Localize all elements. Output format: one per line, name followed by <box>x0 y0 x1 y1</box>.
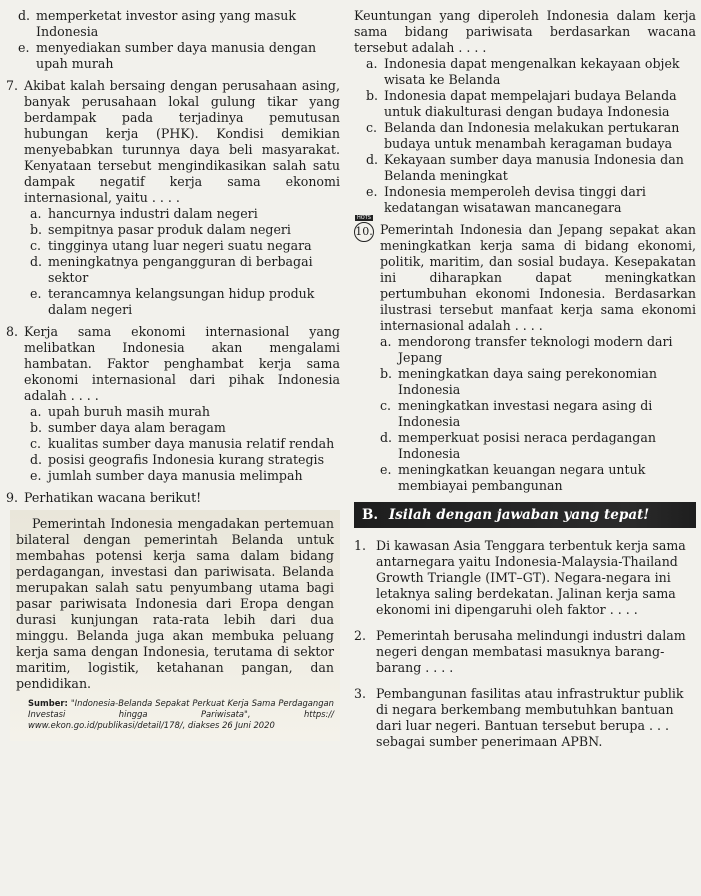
question-stem: Pemerintah Indonesia dan Jepang sepakat akan meningkatkan kerja sama di bidang ekonomi, politik, maritim, dan sosial budaya. Kesepakatan ini diharapkan dapat meningkatkan pertumbuhan ekonomi Indonesia. Berdasarkan ilustrasi tersebut manfaat kerja sama ekonomi internasional adalah . . . . <box>380 222 696 333</box>
option-letter: a. <box>366 56 378 71</box>
q7-option-e[interactable] <box>30 286 340 318</box>
q8-option-c[interactable] <box>30 436 340 452</box>
q9-options <box>366 56 696 216</box>
option-letter: d. <box>366 152 379 167</box>
section-b-header <box>354 502 696 528</box>
question-stem: Keuntungan yang diperoleh Indonesia dalam kerja sama bidang pariwisata berdasarkan wacana tersebut adalah . . . . <box>354 8 696 55</box>
question-9-continuation <box>354 8 696 216</box>
option-text: memperketat investor asing yang masuk Indonesia <box>36 8 297 39</box>
essay-question-2 <box>354 628 696 676</box>
q10-options <box>380 334 696 494</box>
q6-option-e[interactable] <box>18 40 340 72</box>
q7-option-c[interactable] <box>30 238 340 254</box>
q10-option-d[interactable] <box>380 430 696 462</box>
question-number: 7. <box>6 78 19 93</box>
question-9 <box>6 490 340 741</box>
q7-option-a[interactable] <box>30 206 340 222</box>
option-text: upah buruh masih murah <box>48 404 210 419</box>
essay-question-3 <box>354 686 696 750</box>
option-letter: e. <box>30 468 42 483</box>
q6-options <box>18 8 340 72</box>
option-text: memperkuat posisi neraca perdagangan Indonesia <box>398 430 656 461</box>
q9-option-e[interactable] <box>366 184 696 216</box>
q8-option-d[interactable] <box>30 452 340 468</box>
option-letter: e. <box>30 286 42 301</box>
option-text: Indonesia dapat mengenalkan kekayaan objek wisata ke Belanda <box>384 56 680 87</box>
q7-option-d[interactable] <box>30 254 340 286</box>
q8-option-b[interactable] <box>30 420 340 436</box>
q10-option-c[interactable] <box>380 398 696 430</box>
option-text: Indonesia dapat mempelajari budaya Belanda untuk diakulturasi dengan budaya Indonesia <box>384 88 677 119</box>
section-title: Isilah dengan jawaban yang tepat! <box>388 507 650 523</box>
q10-option-e[interactable] <box>380 462 696 494</box>
option-letter: a. <box>30 206 42 221</box>
q8-option-a[interactable] <box>30 404 340 420</box>
option-letter: b. <box>380 366 393 381</box>
option-letter: e. <box>366 184 378 199</box>
section-letter: B. <box>362 507 379 523</box>
hots-label: HOTS <box>357 215 371 221</box>
q9-option-a[interactable] <box>366 56 696 88</box>
option-text: meningkatkan daya saing perekonomian Indonesia <box>398 366 658 397</box>
question-stem: Di kawasan Asia Tenggara terbentuk kerja sama antarnegara yaitu Indonesia-Malaysia-Thailand Growth Triangle (IMT–GT). Negara-negara ini letaknya saling berdekatan. Jalinan kerja sama ekonomi ini dipengaruhi oleh faktor . . . . <box>376 538 686 617</box>
option-letter: d. <box>30 452 43 467</box>
option-letter: a. <box>30 404 42 419</box>
option-letter: d. <box>380 430 393 445</box>
option-text: tingginya utang luar negeri suatu negara <box>48 238 312 253</box>
question-7 <box>6 78 340 318</box>
option-text: Belanda dan Indonesia melakukan pertukaran budaya untuk menambah keragaman budaya <box>384 120 680 151</box>
option-text: menyediakan sumber daya manusia dengan upah murah <box>36 40 317 71</box>
question-number: 8. <box>6 324 19 339</box>
right-column <box>354 8 696 750</box>
option-text: Indonesia memperoleh devisa tinggi dari kedatangan wisatawan mancanegara <box>384 184 646 215</box>
essay-question-1 <box>354 538 696 618</box>
q10-option-a[interactable] <box>380 334 696 366</box>
q7-option-b[interactable] <box>30 222 340 238</box>
option-text: jumlah sumber daya manusia melimpah <box>48 468 303 483</box>
option-letter: d. <box>18 8 31 23</box>
question-stem: Pembangunan fasilitas atau infrastruktur publik di negara berkembang membutuhkan bantuan dari luar negeri. Bantuan tersebut berupa . . . sebagai sumber penerimaan APBN. <box>376 686 684 749</box>
q10-option-b[interactable] <box>380 366 696 398</box>
question-stem: Kerja sama ekonomi internasional yang melibatkan Indonesia akan mengalami hambatan. Faktor penghambat kerja sama ekonomi internasional dari pihak Indonesia adalah . . . . <box>24 324 340 403</box>
source-text: "Indonesia-Belanda Sepakat Perkuat Kerja Sama Perdagangan Investasi hingga Pariwisata", https:// www.ekon.go.id/publikasi/detail/178/, diakses 26 Juni 2020 <box>28 698 334 730</box>
question-number: 1. <box>354 538 367 553</box>
option-text: meningkatkan investasi negara asing di Indonesia <box>398 398 653 429</box>
q9-option-b[interactable] <box>366 88 696 120</box>
option-text: meningkatnya pengangguran di berbagai sektor <box>48 254 313 285</box>
passage-text: Pemerintah Indonesia mengadakan pertemuan bilateral dengan pemerintah Belanda untuk membahas potensi kerja sama dalam bidang perdagangan, investasi dan pariwisata. Belanda merupakan salah satu penyumbang utama bagi pasar pariwisata Indonesia dari Eropa dengan durasi kunjungan rata-rata lebih dari dua minggu. Belanda juga akan membuka peluang kerja sama dengan Indonesia, terutama di sektor maritim, logistik, ketahanan pangan, dan pendidikan. <box>16 516 334 691</box>
q9-option-c[interactable] <box>366 120 696 152</box>
option-letter: b. <box>30 420 43 435</box>
source-label: Sumber: <box>28 698 68 708</box>
option-text: sempitnya pasar produk dalam negeri <box>48 222 291 237</box>
question-10 <box>354 215 696 494</box>
question-number: 3. <box>354 686 367 701</box>
question-stem: Akibat kalah bersaing dengan perusahaan asing, banyak perusahaan lokal gulung tikar yang berdampak pada terjadinya pemutusan hubungan kerja (PHK). Kondisi demikian menyebabkan turunnya daya beli masyarakat. Kenyataan tersebut mengindikasikan salah satu dampak negatif kerja sama ekonomi internasional, yaitu . . . . <box>24 78 340 205</box>
q9-option-d[interactable] <box>366 152 696 184</box>
option-letter: c. <box>30 238 42 253</box>
hots-badge <box>354 215 374 242</box>
option-letter: c. <box>366 120 378 135</box>
option-letter: b. <box>30 222 43 237</box>
option-text: meningkatkan keuangan negara untuk membiayai pembangunan <box>398 462 646 493</box>
passage-box <box>10 510 340 741</box>
left-column <box>6 8 340 741</box>
question-stem: Pemerintah berusaha melindungi industri dalam negeri dengan membatasi masuknya barang-barang . . . . <box>376 628 686 675</box>
option-text: sumber daya alam beragam <box>48 420 226 435</box>
question-number: 10. <box>355 225 373 238</box>
option-text: posisi geografis Indonesia kurang strategis <box>48 452 325 467</box>
option-letter: e. <box>380 462 392 477</box>
option-letter: c. <box>30 436 42 451</box>
option-letter: a. <box>380 334 392 349</box>
q8-options <box>30 404 340 484</box>
option-text: hancurnya industri dalam negeri <box>48 206 258 221</box>
q7-options <box>30 206 340 318</box>
option-text: Kekayaan sumber daya manusia Indonesia dan Belanda meningkat <box>384 152 684 183</box>
option-text: mendorong transfer teknologi modern dari Jepang <box>398 334 673 365</box>
question-number: 2. <box>354 628 367 643</box>
option-text: kualitas sumber daya manusia relatif rendah <box>48 436 335 451</box>
question-8 <box>6 324 340 484</box>
q6-option-d[interactable] <box>18 8 340 40</box>
q8-option-e[interactable] <box>30 468 340 484</box>
passage-source <box>28 698 334 731</box>
option-letter: e. <box>18 40 30 55</box>
question-stem: Perhatikan wacana berikut! <box>24 490 202 505</box>
question-number-wrap <box>354 215 380 334</box>
option-text: terancamnya kelangsungan hidup produk dalam negeri <box>48 286 315 317</box>
question-number: 9. <box>6 490 19 505</box>
option-letter: c. <box>380 398 392 413</box>
option-letter: b. <box>366 88 379 103</box>
option-letter: d. <box>30 254 43 269</box>
